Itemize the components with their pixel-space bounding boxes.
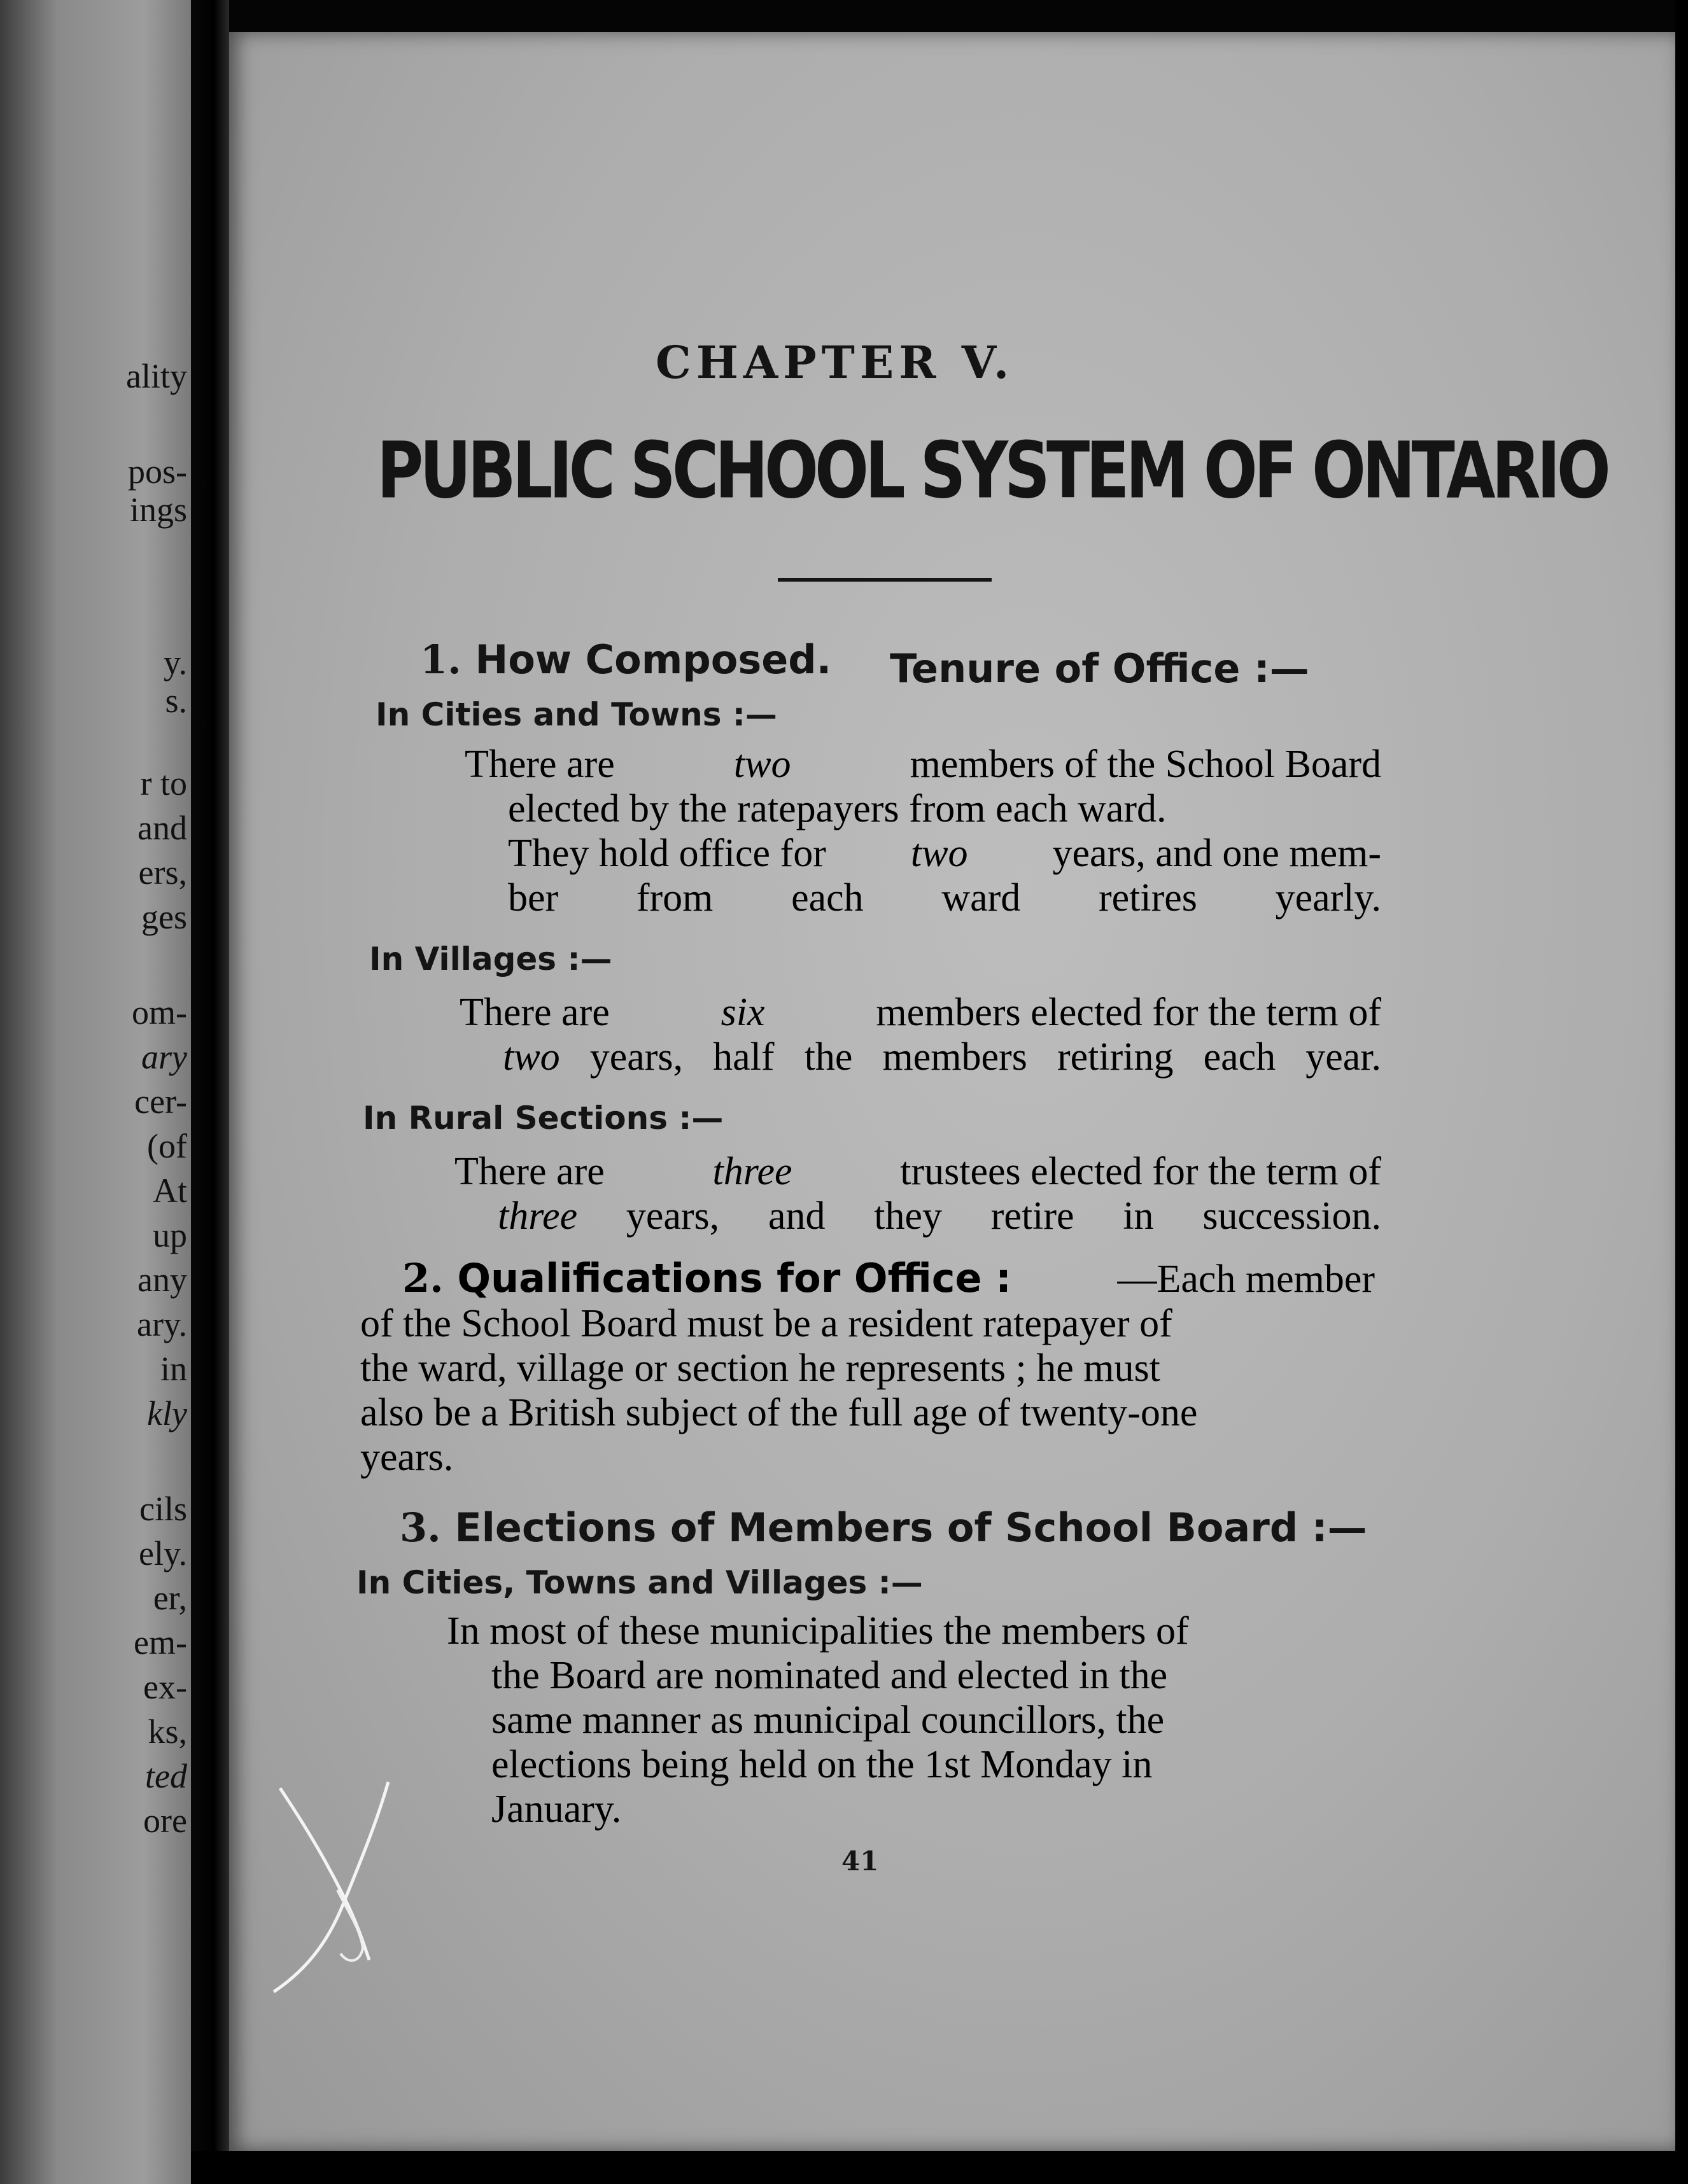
subsection-label-cities-towns-villages: In Cities, Towns and Villages :— <box>356 1564 923 1601</box>
section-1-heading <box>420 636 831 683</box>
text-line: also be a British subject of the full age of twenty-one <box>360 1391 1198 1434</box>
facing-page-text-fragment: y. <box>164 643 187 682</box>
rural-paragraph <box>454 1149 1381 1238</box>
text-line: ber from each ward retires yearly. <box>508 876 1381 920</box>
section-3-paragraph <box>447 1609 1367 1831</box>
facing-page-text-fragment: ary <box>141 1038 187 1076</box>
text-line: two years, half the members retiring each year. <box>503 1035 1382 1079</box>
facing-page-text-fragment: and <box>137 809 187 847</box>
facing-page-text-fragment: ers, <box>138 853 187 892</box>
chapter-heading: CHAPTER V. <box>656 336 1015 389</box>
section-2-heading: 2. Qualifications for Office : <box>402 1255 1011 1301</box>
facing-page-text-fragment: er, <box>153 1579 187 1617</box>
facing-page-text-fragment: cils <box>139 1490 187 1528</box>
page-number: 41 <box>841 1845 879 1877</box>
text-line: same manner as municipal councillors, the <box>491 1698 1165 1742</box>
facing-page-text-fragment: ary. <box>137 1305 187 1343</box>
text-line: 2. Qualifications for Office : —Each member <box>402 1255 1375 1301</box>
scan-border-bottom <box>191 2151 1688 2184</box>
facing-page-text-fragment: ks, <box>148 1712 187 1751</box>
villages-paragraph <box>460 990 1381 1079</box>
facing-page-text-fragment: ex- <box>143 1668 187 1706</box>
section-1-subheading: Tenure of Office :— <box>890 645 1309 692</box>
facing-page-text-fragment: om- <box>132 993 187 1032</box>
facing-page-text-fragment: ings <box>129 491 187 529</box>
page-title: PUBLIC SCHOOL SYSTEM OF ONTARIO <box>377 425 1607 516</box>
text-line: They hold office for two years, and one mem- <box>508 832 1381 875</box>
subsection-label-villages: In Villages :— <box>369 941 612 977</box>
facing-page-text-fragment: At <box>153 1172 187 1210</box>
facing-page-text-fragment: kly <box>147 1394 187 1432</box>
text-line: There are two members of the School Board <box>465 743 1381 786</box>
facing-page-text-fragment: cer- <box>134 1082 187 1121</box>
subsection-label-rural: In Rural Sections :— <box>363 1100 724 1137</box>
facing-page-text-fragment: any <box>137 1261 187 1299</box>
subsection-label-cities: In Cities and Towns :— <box>376 696 777 733</box>
section-3-heading: 3. Elections of Members of School Board :— <box>400 1504 1367 1551</box>
facing-page-text-fragment: in <box>160 1350 187 1388</box>
cities-paragraph <box>465 742 1381 920</box>
facing-page-text-fragment: pos- <box>128 452 187 491</box>
text-line: There are three trustees elected for the term of <box>454 1150 1381 1193</box>
text-line: years. <box>360 1436 454 1479</box>
facing-page-text-fragment: ges <box>141 898 187 936</box>
facing-page-text-fragment: em- <box>134 1623 187 1662</box>
facing-page-text-fragment: ely. <box>139 1534 187 1572</box>
text-line: elections being held on the 1st Monday in <box>491 1743 1153 1786</box>
facing-page-fragment <box>0 0 191 2184</box>
facing-page-text-fragment: (of <box>147 1127 187 1165</box>
section-2-paragraph <box>360 1256 1375 1480</box>
text-line: of the School Board must be a resident ratepayer of <box>360 1302 1172 1345</box>
pen-scratch-mark <box>267 1769 433 1998</box>
section-heading-text: How Composed. <box>475 636 832 683</box>
scan-border-right <box>1675 0 1688 2184</box>
text-line: the ward, village or section he represents ; he must <box>360 1347 1160 1390</box>
book-gutter <box>191 0 229 2184</box>
facing-page-text-fragment: ality <box>126 357 187 395</box>
facing-page-text-fragment: ore <box>143 1802 187 1840</box>
facing-page-text-fragment: s. <box>165 682 187 720</box>
text-line: three years, and they retire in succession. <box>498 1194 1382 1238</box>
facing-page-text-fragment: r to <box>140 764 187 802</box>
text-line: January. <box>491 1788 622 1831</box>
section-number: 1. <box>420 636 461 683</box>
text-line: the Board are nominated and elected in the <box>491 1654 1168 1697</box>
text-line: In most of these municipalities the members of <box>447 1609 1189 1653</box>
facing-page-text-fragment: ted <box>145 1757 187 1795</box>
facing-page-text-fragment: up <box>153 1216 187 1254</box>
text-line: elected by the ratepayers from each ward. <box>508 787 1167 830</box>
title-divider <box>778 578 992 582</box>
text-line: There are six members elected for the term of <box>460 991 1381 1034</box>
